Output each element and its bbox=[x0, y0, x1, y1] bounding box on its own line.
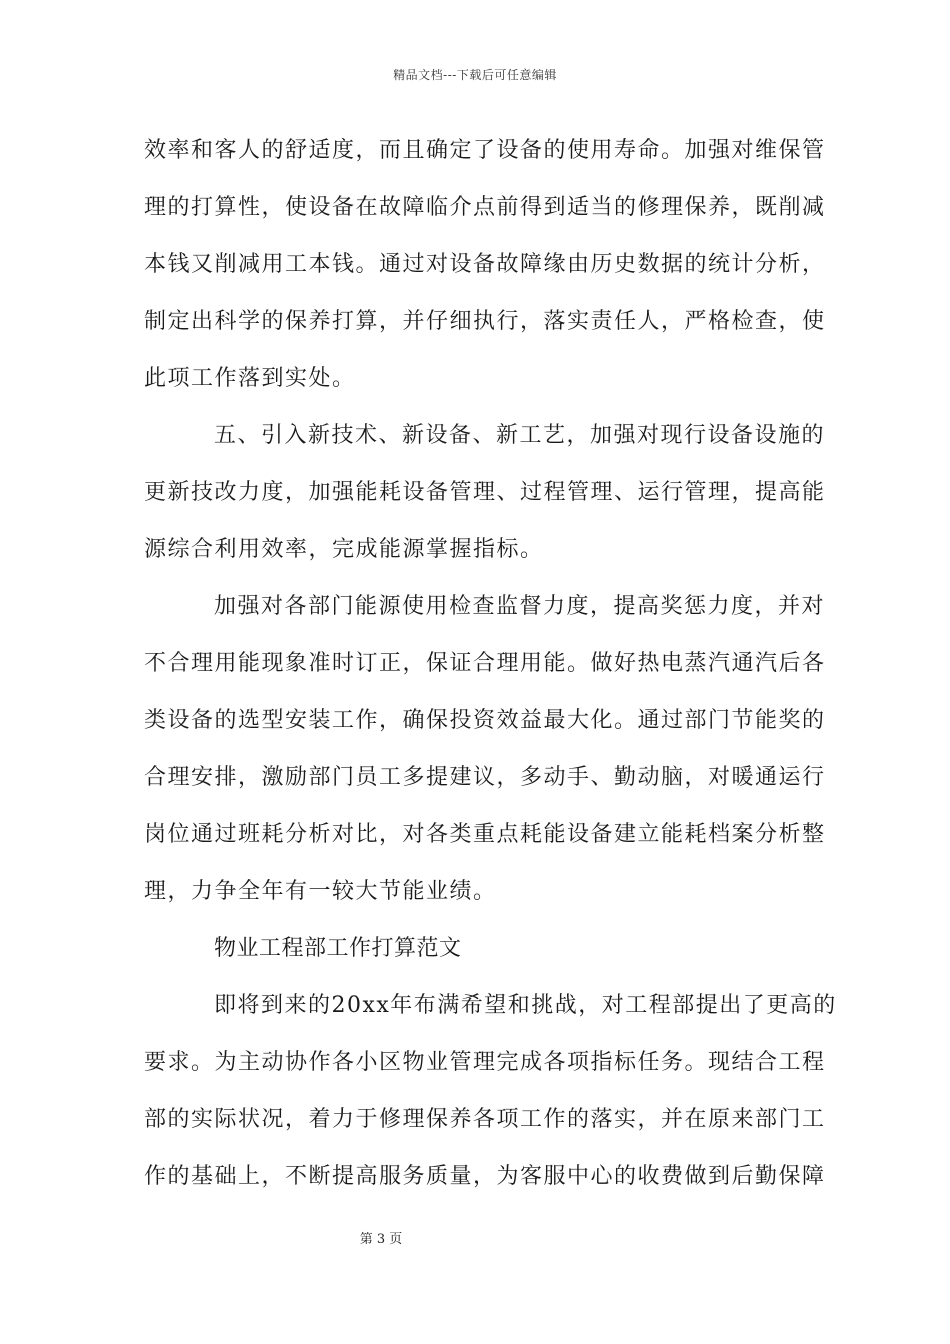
paragraph-line: 加强对各部门能源使用检查监督力度，提高奖惩力度，并对 bbox=[214, 594, 826, 619]
paragraph-line: 此项工作落到实处。 bbox=[144, 366, 356, 391]
paragraph-line: 即将到来的20xx年布满希望和挑战，对工程部提出了更高的 bbox=[214, 993, 837, 1018]
paragraph-line: 源综合利用效率，完成能源掌握指标。 bbox=[144, 537, 544, 562]
page-header: 精品文档---下载后可任意编辑 bbox=[393, 68, 557, 82]
paragraph-line: 更新技改力度，加强能耗设备管理、过程管理、运行管理，提高能 bbox=[144, 480, 826, 505]
paragraph-line: 效率和客人的舒适度，而且确定了设备的使用寿命。加强对维保管 bbox=[144, 138, 826, 163]
paragraph-line: 不合理用能现象准时订正，保证合理用能。做好热电蒸汽通汽后各 bbox=[144, 651, 826, 676]
paragraph-line: 理的打算性，使设备在故障临介点前得到适当的修理保养，既削减 bbox=[144, 195, 826, 220]
paragraph-line: 五、引入新技术、新设备、新工艺，加强对现行设备设施的 bbox=[214, 423, 826, 448]
paragraph-line: 岗位通过班耗分析对比，对各类重点耗能设备建立能耗档案分析整 bbox=[144, 822, 826, 847]
paragraph-line: 要求。为主动协作各小区物业管理完成各项指标任务。现结合工程 bbox=[144, 1050, 826, 1075]
paragraph-line: 作的基础上，不断提高服务质量，为客服中心的收费做到后勤保障 bbox=[144, 1164, 826, 1189]
paragraph-line: 部的实际状况，着力于修理保养各项工作的落实，并在原来部门工 bbox=[144, 1107, 826, 1132]
page-number: 第 3 页 bbox=[359, 1232, 403, 1247]
section-heading: 物业工程部工作打算范文 bbox=[214, 936, 462, 961]
paragraph-line: 理，力争全年有一较大节能业绩。 bbox=[144, 879, 497, 904]
paragraph-line: 制定出科学的保养打算，并仔细执行，落实责任人，严格检查，使 bbox=[144, 309, 826, 334]
paragraph-line: 本钱又削减用工本钱。通过对设备故障缘由历史数据的统计分析， bbox=[144, 252, 826, 277]
paragraph-line: 合理安排，激励部门员工多提建议，多动手、勤动脑，对暖通运行 bbox=[144, 765, 826, 790]
paragraph-line: 类设备的选型安装工作，确保投资效益最大化。通过部门节能奖的 bbox=[144, 708, 826, 733]
